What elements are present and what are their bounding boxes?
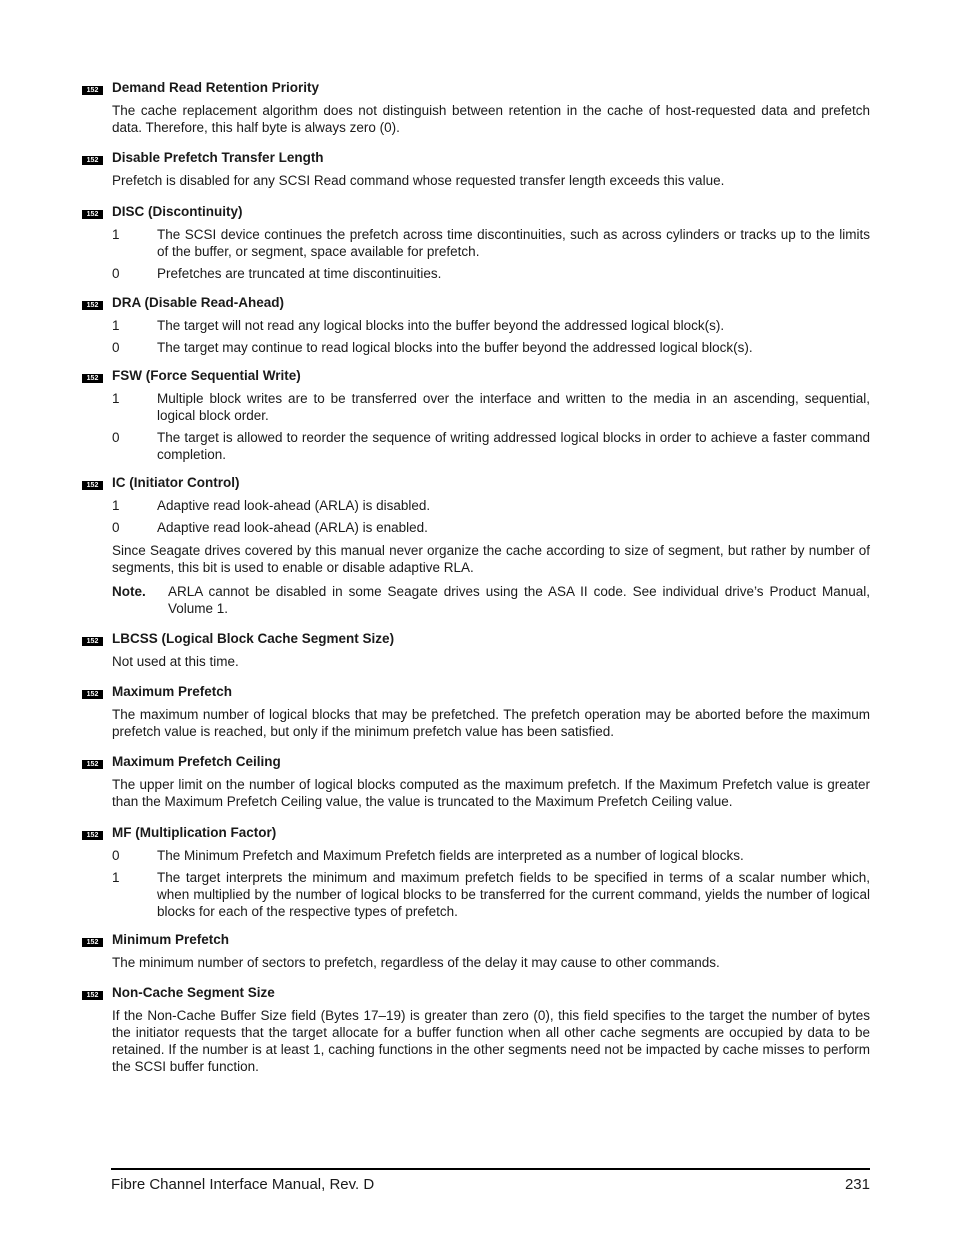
- page-ref-badge: 152: [82, 760, 103, 769]
- field-header: [82, 984, 870, 1004]
- value-item: [112, 317, 870, 334]
- value-number: 0: [112, 430, 120, 445]
- page-ref-badge: 152: [82, 991, 103, 1000]
- value-number: 1: [112, 391, 120, 406]
- note-label: Note.: [112, 584, 146, 599]
- field-description: The maximum number of logical blocks that may be prefetched. The prefetch operation may be aborted before the maximum prefetch value is reached, but only if the minimum prefetch value has been satisfied.: [112, 707, 870, 739]
- value-item: [112, 339, 870, 356]
- field-header: [82, 931, 870, 951]
- value-item: [112, 390, 870, 424]
- field-title: Minimum Prefetch: [112, 932, 230, 947]
- field-header: [82, 294, 870, 314]
- value-description: The Minimum Prefetch and Maximum Prefetch fields are interpreted as a number of logical blocks.: [157, 848, 744, 863]
- page-ref-badge: 152: [82, 156, 103, 165]
- field-header: [82, 683, 870, 703]
- field-section: [82, 630, 870, 670]
- field-section: [82, 367, 870, 463]
- value-description: The SCSI device continues the prefetch across time discontinuities, such as across cylinders or tracks up to the limits of the buffer, or segment, space available for prefetch.: [157, 227, 870, 259]
- value-item: [112, 226, 870, 260]
- field-section: [82, 203, 870, 282]
- field-section: [82, 984, 870, 1075]
- field-description: The upper limit on the number of logical blocks computed as the maximum prefetch. If the Maximum Prefetch value is greater than the Maximum Prefetch Ceiling value, the value is truncated to the Maximum Prefetch Ceiling value.: [112, 777, 870, 809]
- field-description: The cache replacement algorithm does not distinguish between retention in the cache of host-requested data and prefetch data. Therefore, this half byte is always zero (0).: [112, 103, 870, 135]
- value-number: 1: [112, 318, 120, 333]
- field-title: DRA (Disable Read-Ahead): [112, 295, 285, 310]
- field-section: [82, 683, 870, 740]
- page-ref-badge: 152: [82, 690, 103, 699]
- value-description: The target is allowed to reorder the sequence of writing addressed logical blocks in order to achieve a faster command completion.: [157, 430, 870, 462]
- page-ref-badge: 152: [82, 210, 103, 219]
- field-title: IC (Initiator Control): [112, 475, 240, 490]
- value-number: 1: [112, 227, 120, 242]
- field-section: [82, 149, 870, 189]
- page-ref-badge: 152: [82, 301, 103, 310]
- field-title: Demand Read Retention Priority: [112, 80, 320, 95]
- field-description: If the Non-Cache Buffer Size field (Bytes 17–19) is greater than zero (0), this field specifies to the target the number of bytes the initiator requests that the target allocate for a buffer function when all other cache segments are occupied by data to be retained. If the number is at least 1, caching functions in the other segments need not be impacted by cache misses to perform the SCSI buffer function.: [112, 1008, 870, 1074]
- value-description: The target may continue to read logical blocks into the buffer beyond the addressed logical block(s).: [157, 340, 753, 355]
- field-header: [82, 824, 870, 844]
- field-title: LBCSS (Logical Block Cache Segment Size): [112, 631, 395, 646]
- value-number: 0: [112, 520, 120, 535]
- value-item: [112, 519, 870, 536]
- page-ref-badge: 152: [82, 938, 103, 947]
- field-title: Maximum Prefetch: [112, 684, 233, 699]
- field-description: Not used at this time.: [112, 654, 239, 669]
- value-description: Prefetches are truncated at time discontinuities.: [157, 266, 442, 281]
- page-ref-badge: 152: [82, 637, 103, 646]
- field-section: [82, 824, 870, 920]
- field-header: [82, 203, 870, 223]
- value-number: 0: [112, 848, 120, 863]
- page-ref-badge: 152: [82, 86, 103, 95]
- field-header: [82, 474, 870, 494]
- field-section: [82, 474, 870, 617]
- field-header: [82, 753, 870, 773]
- field-title: DISC (Discontinuity): [112, 204, 243, 219]
- field-description: Prefetch is disabled for any SCSI Read command whose requested transfer length exceeds this value.: [112, 173, 725, 188]
- value-number: 1: [112, 498, 120, 513]
- field-title: Non-Cache Segment Size: [112, 985, 275, 1000]
- value-item: [112, 847, 870, 864]
- field-header: [82, 630, 870, 650]
- value-description: Multiple block writes are to be transferred over the interface and written to the media in an ascending, sequential, logical block order.: [157, 391, 870, 423]
- note-text: ARLA cannot be disabled in some Seagate drives using the ASA II code. See individual drive’s Product Manual, Volume 1.: [168, 584, 870, 616]
- footer-title: Fibre Channel Interface Manual, Rev. D: [111, 1176, 375, 1193]
- page-ref-badge: 152: [82, 481, 103, 490]
- page-ref-badge: 152: [82, 374, 103, 383]
- value-number: 1: [112, 870, 120, 885]
- page-ref-badge: 152: [82, 831, 103, 840]
- footer-rule: [111, 1168, 870, 1170]
- value-number: 0: [112, 340, 120, 355]
- value-item: [112, 429, 870, 463]
- field-title: Maximum Prefetch Ceiling: [112, 754, 281, 769]
- field-title: MF (Multiplication Factor): [112, 825, 277, 840]
- value-description: The target interprets the minimum and maximum prefetch fields to be specified in terms of a scalar number which, when multiplied by the number of logical blocks to be transferred for the current command, yields the number of logical blocks for each of the respective types of prefetch.: [157, 870, 870, 919]
- field-header: [82, 79, 870, 99]
- field-section: [82, 753, 870, 810]
- value-item: [112, 869, 870, 920]
- field-description: The minimum number of sectors to prefetch, regardless of the delay it may cause to other commands.: [112, 955, 720, 970]
- field-section: [82, 294, 870, 356]
- field-header: [82, 149, 870, 169]
- field-description: Since Seagate drives covered by this manual never organize the cache according to size of segment, but rather by number of segments, this bit is used to enable or disable adaptive RLA.: [112, 543, 870, 575]
- field-title: FSW (Force Sequential Write): [112, 368, 301, 383]
- value-item: [112, 265, 870, 282]
- value-description: The target will not read any logical blocks into the buffer beyond the addressed logical block(s).: [157, 318, 725, 333]
- value-number: 0: [112, 266, 120, 281]
- field-title: Disable Prefetch Transfer Length: [112, 150, 324, 165]
- field-section: [82, 79, 870, 136]
- field-section: [82, 931, 870, 971]
- value-description: Adaptive read look-ahead (ARLA) is enabled.: [157, 520, 428, 535]
- page-number: 231: [844, 1176, 870, 1193]
- note: [112, 583, 870, 617]
- field-header: [82, 367, 870, 387]
- value-description: Adaptive read look-ahead (ARLA) is disabled.: [157, 498, 431, 513]
- value-item: [112, 497, 870, 514]
